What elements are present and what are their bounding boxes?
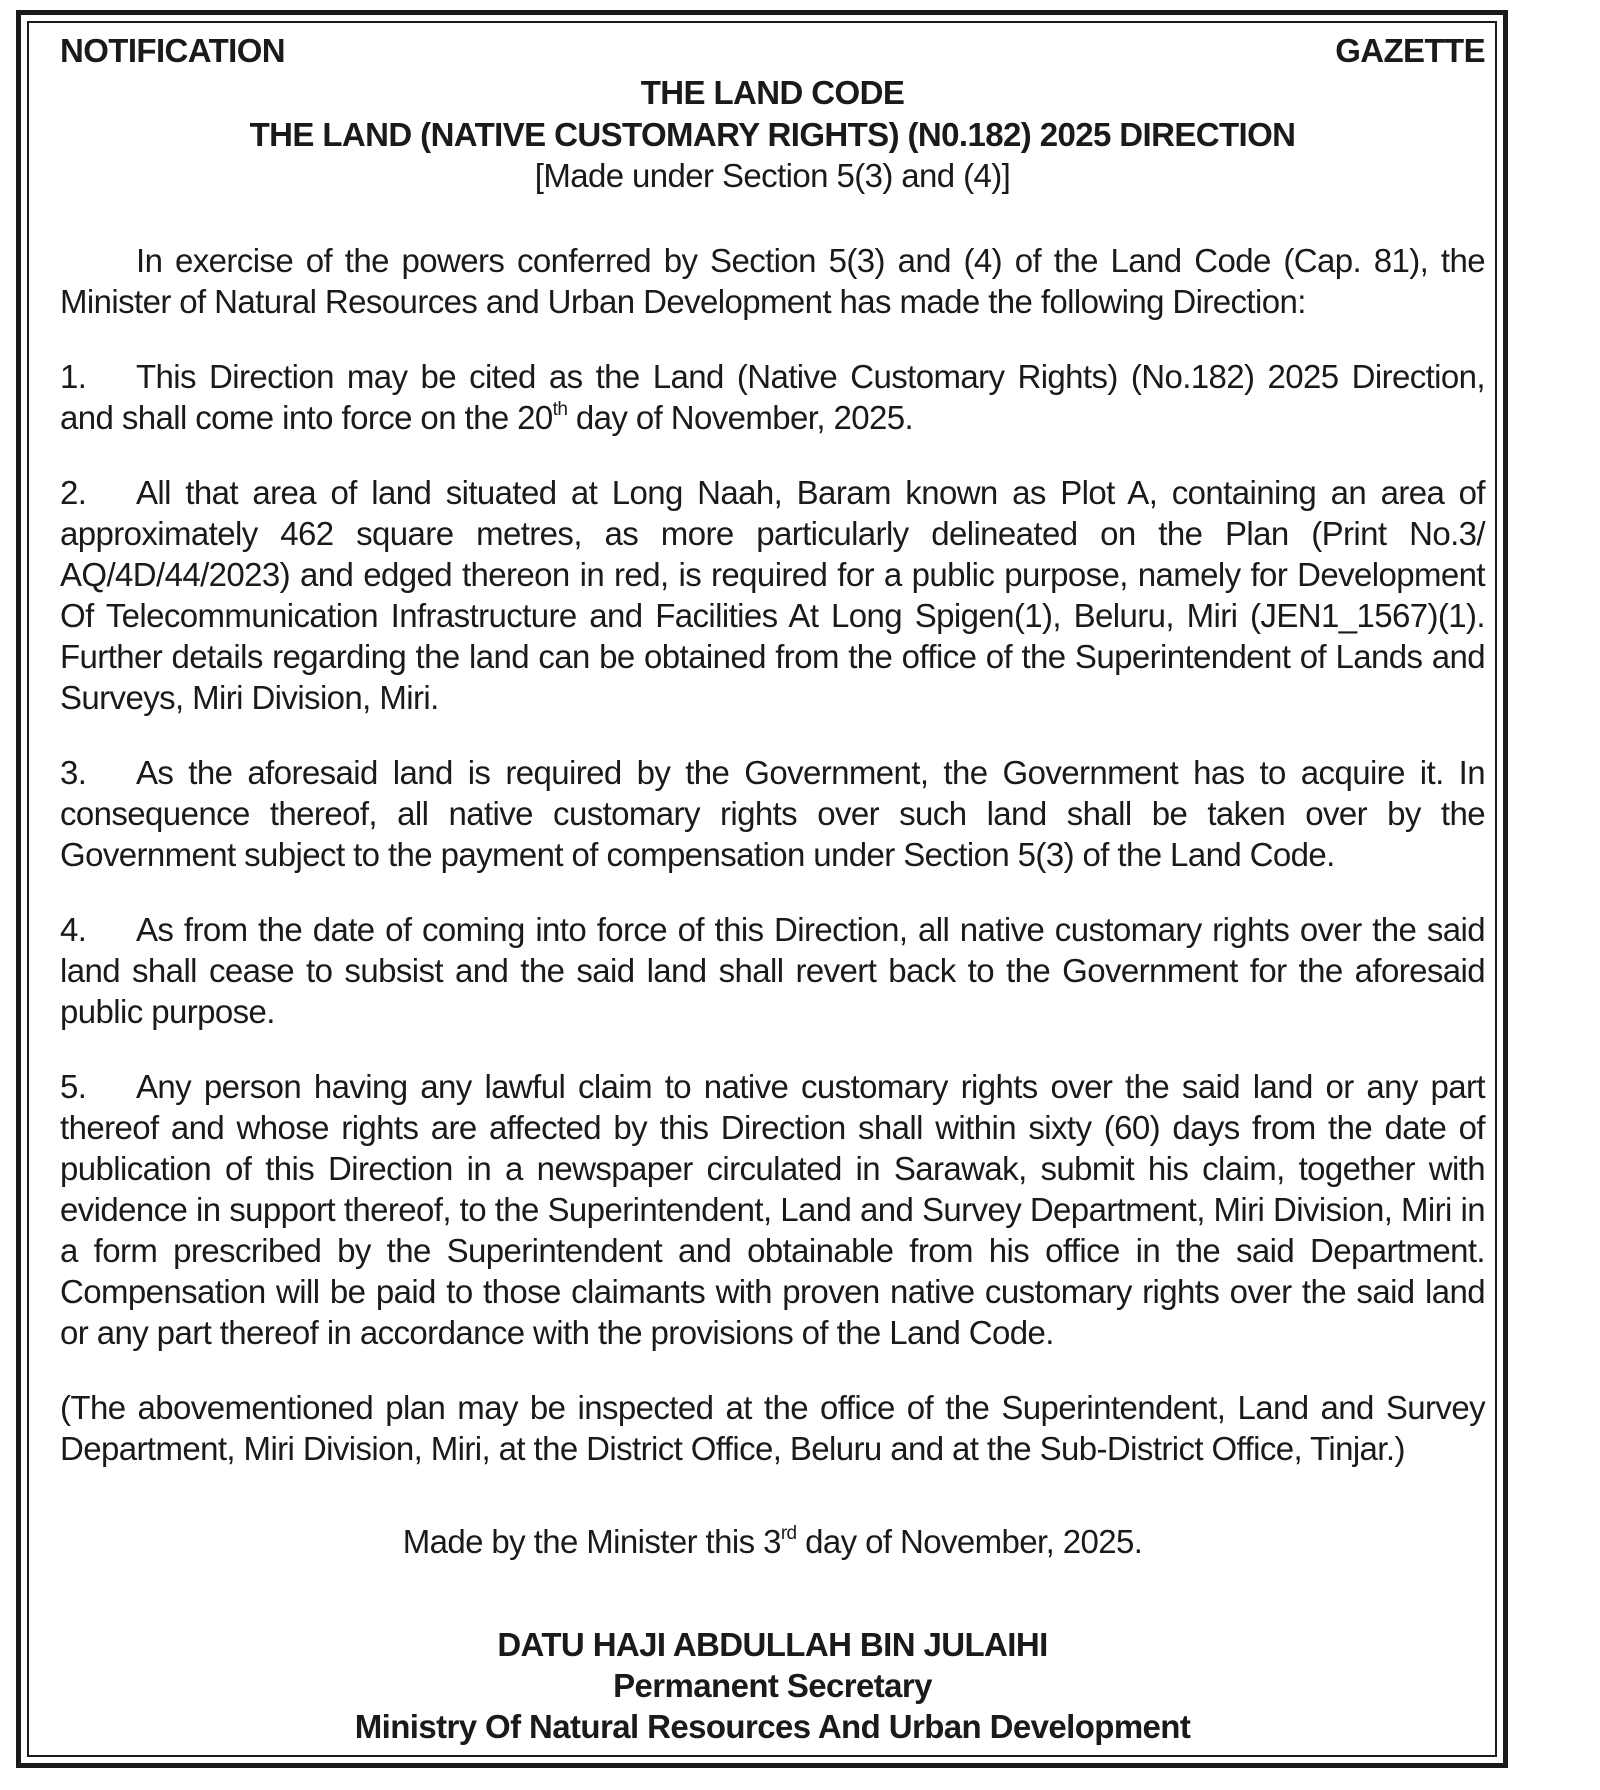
paragraph-number: 3. [60,754,87,791]
inspection-note: (The abovementioned plan may be inspected at the office of the Superintendent, Land and Survey Department, Miri Division, Miri, at the District Office, Beluru and at the Sub-District Office, Tinjar.) [60,1389,1485,1467]
paragraph-text: As the aforesaid land is required by the Government, the Government has to acquire it. In consequence thereof, all native customary rights over such land shall be taken over by the Government subject to the payment of compensation under Section 5(3) of the Land Code. [60,754,1485,873]
ordinal-suffix: rd [780,1523,797,1544]
signatory-position: Permanent Secretary [613,1667,932,1704]
paragraph-5 [60,1066,1485,1353]
made-by-line [60,1521,1485,1562]
signature-block [60,1624,1485,1747]
paragraph-text: All that area of land situated at Long Naah, Baram known as Plot A, containing an area of approximately 462 square metres, as more particularly delineated on the Plan (Print No.3/ AQ/4D/44/2023) and edged thereon in red, is required for a public purpose, namely for Development Of Telecommunication Infrastructure and Facilities At Long Spigen(1), Beluru, Miri (JEN1_1567)(1). Further details regarding the land can be obtained from the office of the Superintendent of Lands and Surveys, Miri Division, Miri. [60,474,1485,716]
title-land-code: THE LAND CODE [640,74,905,111]
notice-content [60,30,1485,1747]
made-by-text-end: day of November, 2025. [796,1523,1143,1560]
paragraph-number: 1. [60,358,87,395]
paragraph-2 [60,472,1485,718]
signatory-name: DATU HAJI ABDULLAH BIN JULAIHI [497,1626,1048,1663]
paragraph-text: As from the date of coming into force of this Direction, all native customary rights over the said land shall cease to subsist and the said land shall revert back to the Government for the aforesaid public purpose. [60,911,1485,1030]
made-by-text: Made by the Minister this 3 [402,1523,781,1560]
preamble-paragraph: In exercise of the powers conferred by Section 5(3) and (4) of the Land Code (Cap. 81), the Minister of Natural Resources and Urban Development has made the following Direction: [60,242,1485,320]
paragraph-text: Any person having any lawful claim to native customary rights over the said land or any part thereof and whose rights are affected by this Direction shall within sixty (60) days from the date of publication of this Direction in a newspaper circulated in Sarawak, submit his claim, together with evidence in support thereof, to the Superintendent, Land and Survey Department, Miri Division, Miri in a form prescribed by the Superintendent and obtainable from his office in the said Department. Compensation will be paid to those claimants with proven native customary rights over the said land or any part thereof in accordance with the provisions of the Land Code. [60,1068,1485,1351]
paragraph-1 [60,356,1485,438]
gazette-label: GAZETTE [1335,32,1485,69]
paragraph-number: 2. [60,474,87,511]
header-row [60,30,1485,72]
paragraph-number: 5. [60,1068,87,1105]
paragraph-3 [60,752,1485,875]
ordinal-suffix: th [552,399,568,420]
signatory-ministry: Ministry Of Natural Resources And Urban Development [354,1708,1191,1745]
paragraph-text: This Direction may be cited as the Land (Native Customary Rights) (No.182) 2025 Direction, and shall come into force on the 20 [60,358,1485,436]
title-direction: THE LAND (NATIVE CUSTOMARY RIGHTS) (N0.182) 2025 DIRECTION [249,116,1296,153]
paragraph-text-end: day of November, 2025. [567,399,914,436]
paragraph-number: 4. [60,911,87,948]
subtitle-made-under: [Made under Section 5(3) and (4)] [534,157,1011,194]
paragraph-4 [60,909,1485,1032]
notification-label: NOTIFICATION [60,32,285,69]
